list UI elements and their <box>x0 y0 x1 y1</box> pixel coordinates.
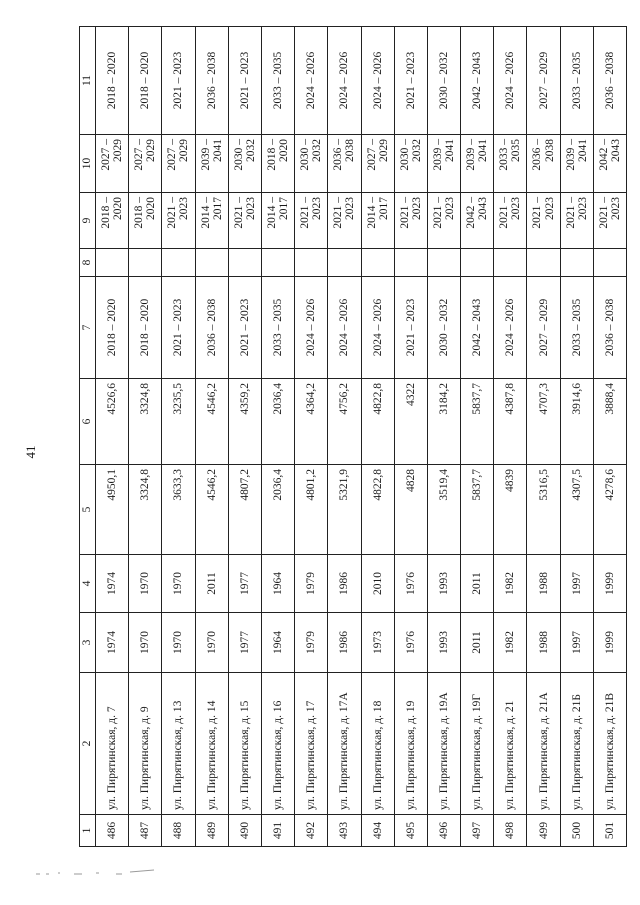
column-number-header: 9 <box>80 193 96 249</box>
table-row <box>228 27 261 847</box>
table-row <box>394 27 427 847</box>
empty-period-cell <box>527 249 560 277</box>
period-next-cell-line: 2041 <box>477 139 490 162</box>
column-number-header: 7 <box>80 277 96 379</box>
period-start-cell <box>560 193 593 249</box>
year-commissioned-cell: 1979 <box>295 555 328 613</box>
row-number-cell: 494 <box>361 815 394 847</box>
period-start-cell-line: 2014 – <box>265 197 278 229</box>
repair-period-cell: 2024 – 2026 <box>295 277 328 379</box>
period-start-cell-line: 2023 <box>311 197 324 220</box>
repair-period-cell: 2024 – 2026 <box>494 277 527 379</box>
address-cell: ул. Пирятинская, д. 16 <box>261 673 294 815</box>
living-area-cell: 4364,2 <box>295 379 328 465</box>
year-built-cell: 1982 <box>494 613 527 673</box>
planned-period-cell: 2018 – 2020 <box>96 27 129 135</box>
planned-period-cell: 2033 – 2035 <box>261 27 294 135</box>
living-area-cell: 3324,8 <box>129 379 162 465</box>
period-next-cell-line: 2029 <box>145 139 158 162</box>
period-next-cell <box>560 135 593 193</box>
period-start-cell-line: 2021 – <box>597 197 610 229</box>
planned-period-cell: 2024 – 2026 <box>295 27 328 135</box>
period-next-cell-line: 2041 <box>443 139 456 162</box>
year-built-cell: 1977 <box>228 613 261 673</box>
living-area-cell: 4707,3 <box>527 379 560 465</box>
empty-period-cell <box>560 249 593 277</box>
total-area-cell: 4807,2 <box>228 465 261 555</box>
period-next-cell <box>195 135 228 193</box>
period-start-cell-line: 2021 – <box>166 197 179 229</box>
living-area-cell: 4546,2 <box>195 379 228 465</box>
period-start-cell-line: 2021 – <box>332 197 345 229</box>
column-number-header: 8 <box>80 249 96 277</box>
empty-period-cell <box>129 249 162 277</box>
scan-noise-marks <box>36 868 156 878</box>
year-commissioned-cell: 1970 <box>129 555 162 613</box>
column-number-header: 2 <box>80 673 96 815</box>
period-next-cell-line: 2036 – <box>531 139 544 171</box>
column-number-header: 5 <box>80 465 96 555</box>
planned-period-cell: 2024 – 2026 <box>361 27 394 135</box>
row-number-cell: 493 <box>328 815 361 847</box>
planned-period-cell: 2021 – 2023 <box>228 27 261 135</box>
period-start-cell <box>162 193 195 249</box>
period-next-cell <box>361 135 394 193</box>
row-number-cell: 495 <box>394 815 427 847</box>
period-next-cell-line: 2039 – <box>199 139 212 171</box>
period-start-cell-line: 2021 – <box>531 197 544 229</box>
total-area-cell: 5316,5 <box>527 465 560 555</box>
total-area-cell: 5837,7 <box>461 465 494 555</box>
period-next-cell-line: 2039 – <box>465 139 478 171</box>
period-next-cell-line: 2030 – <box>232 139 245 171</box>
row-number-cell: 498 <box>494 815 527 847</box>
year-commissioned-cell: 1988 <box>527 555 560 613</box>
period-start-cell-line: 2023 <box>443 197 456 220</box>
period-start-cell-line: 2023 <box>410 197 423 220</box>
empty-period-cell <box>361 249 394 277</box>
total-area-cell: 5321,9 <box>328 465 361 555</box>
row-number-cell: 499 <box>527 815 560 847</box>
repair-period-cell: 2024 – 2026 <box>361 277 394 379</box>
period-start-cell <box>261 193 294 249</box>
repair-period-cell: 2042 – 2043 <box>461 277 494 379</box>
planned-period-cell: 2018 – 2020 <box>129 27 162 135</box>
total-area-cell: 4546,2 <box>195 465 228 555</box>
repair-period-cell: 2036 – 2038 <box>195 277 228 379</box>
planned-period-cell: 2033 – 2035 <box>560 27 593 135</box>
repair-period-cell: 2033 – 2035 <box>560 277 593 379</box>
period-next-cell <box>527 135 560 193</box>
period-next-cell-line: 2029 <box>178 139 191 162</box>
period-start-cell <box>129 193 162 249</box>
column-number-header: 11 <box>80 27 96 135</box>
living-area-cell: 3888,4 <box>593 379 626 465</box>
empty-period-cell <box>96 249 129 277</box>
period-next-cell <box>394 135 427 193</box>
period-start-cell <box>494 193 527 249</box>
period-start-cell-line: 2018 – <box>133 197 146 229</box>
living-area-cell: 4322 <box>394 379 427 465</box>
rotated-table-frame <box>79 27 627 847</box>
period-start-cell-line: 2021 – <box>299 197 312 229</box>
address-cell: ул. Пирятинская, д. 18 <box>361 673 394 815</box>
housing-register-table <box>79 26 627 847</box>
total-area-cell: 4307,5 <box>560 465 593 555</box>
period-next-cell <box>328 135 361 193</box>
total-area-cell: 4801,2 <box>295 465 328 555</box>
column-number-header: 10 <box>80 135 96 193</box>
planned-period-cell: 2036 – 2038 <box>593 27 626 135</box>
year-commissioned-cell: 1986 <box>328 555 361 613</box>
address-cell: ул. Пирятинская, д. 21 <box>494 673 527 815</box>
period-start-cell <box>295 193 328 249</box>
row-number-cell: 490 <box>228 815 261 847</box>
column-number-row <box>80 27 96 847</box>
repair-period-cell: 2021 – 2023 <box>228 277 261 379</box>
year-commissioned-cell: 1964 <box>261 555 294 613</box>
year-commissioned-cell: 1970 <box>162 555 195 613</box>
year-built-cell: 1999 <box>593 613 626 673</box>
empty-period-cell <box>162 249 195 277</box>
period-start-cell-line: 2023 <box>609 197 622 220</box>
period-start-cell <box>96 193 129 249</box>
table-row <box>162 27 195 847</box>
period-start-cell <box>527 193 560 249</box>
column-number-header: 3 <box>80 613 96 673</box>
table-row <box>96 27 129 847</box>
empty-period-cell <box>328 249 361 277</box>
period-next-cell <box>461 135 494 193</box>
row-number-cell: 486 <box>96 815 129 847</box>
period-next-cell-line: 2027 – <box>166 139 179 171</box>
living-area-cell: 4387,8 <box>494 379 527 465</box>
period-start-cell-line: 2017 <box>278 197 291 220</box>
table-row <box>560 27 593 847</box>
table-row <box>129 27 162 847</box>
period-start-cell <box>427 193 460 249</box>
table-body <box>96 27 627 847</box>
row-number-cell: 501 <box>593 815 626 847</box>
table-row <box>361 27 394 847</box>
period-next-cell-line: 2030 – <box>398 139 411 171</box>
period-next-cell-line: 2029 <box>377 139 390 162</box>
address-cell: ул. Пирятинская, д. 7 <box>96 673 129 815</box>
living-area-cell: 3235,5 <box>162 379 195 465</box>
period-start-cell-line: 2014 – <box>199 197 212 229</box>
period-next-cell-line: 2035 <box>510 139 523 162</box>
period-next-cell-line: 2027 – <box>100 139 113 171</box>
period-start-cell-line: 2017 <box>211 197 224 220</box>
period-next-cell-line: 2032 <box>244 139 257 162</box>
total-area-cell: 2036,4 <box>261 465 294 555</box>
planned-period-cell: 2036 – 2038 <box>195 27 228 135</box>
period-next-cell <box>261 135 294 193</box>
repair-period-cell: 2021 – 2023 <box>394 277 427 379</box>
period-next-cell-line: 2030 – <box>299 139 312 171</box>
total-area-cell: 4278,6 <box>593 465 626 555</box>
total-area-cell: 3633,3 <box>162 465 195 555</box>
repair-period-cell: 2018 – 2020 <box>129 277 162 379</box>
period-start-cell-line: 2018 – <box>100 197 113 229</box>
period-next-cell <box>162 135 195 193</box>
row-number-cell: 496 <box>427 815 460 847</box>
address-cell: ул. Пирятинская, д. 17 <box>295 673 328 815</box>
address-cell: ул. Пирятинская, д. 21Б <box>560 673 593 815</box>
planned-period-cell: 2021 – 2023 <box>394 27 427 135</box>
period-start-cell-line: 2020 <box>145 197 158 220</box>
table-row <box>527 27 560 847</box>
period-next-cell <box>593 135 626 193</box>
planned-period-cell: 2030 – 2032 <box>427 27 460 135</box>
period-next-cell <box>427 135 460 193</box>
living-area-cell: 4822,8 <box>361 379 394 465</box>
period-next-cell-line: 2042 – <box>597 139 610 171</box>
year-built-cell: 1993 <box>427 613 460 673</box>
table-row <box>593 27 626 847</box>
period-next-cell <box>494 135 527 193</box>
year-commissioned-cell: 1977 <box>228 555 261 613</box>
empty-period-cell <box>228 249 261 277</box>
period-next-cell-line: 2039 – <box>431 139 444 171</box>
repair-period-cell: 2030 – 2032 <box>427 277 460 379</box>
period-next-cell-line: 2041 <box>576 139 589 162</box>
address-cell: ул. Пирятинская, д. 17А <box>328 673 361 815</box>
period-start-cell <box>394 193 427 249</box>
repair-period-cell: 2018 – 2020 <box>96 277 129 379</box>
year-built-cell: 1988 <box>527 613 560 673</box>
year-built-cell: 1970 <box>129 613 162 673</box>
year-commissioned-cell: 1999 <box>593 555 626 613</box>
living-area-cell: 4756,2 <box>328 379 361 465</box>
year-built-cell: 1973 <box>361 613 394 673</box>
planned-period-cell: 2024 – 2026 <box>328 27 361 135</box>
year-commissioned-cell: 1997 <box>560 555 593 613</box>
living-area-cell: 3914,6 <box>560 379 593 465</box>
period-next-cell <box>228 135 261 193</box>
year-built-cell: 1974 <box>96 613 129 673</box>
period-next-cell <box>129 135 162 193</box>
column-number-header: 1 <box>80 815 96 847</box>
row-number-cell: 500 <box>560 815 593 847</box>
period-start-cell <box>361 193 394 249</box>
address-cell: ул. Пирятинская, д. 21А <box>527 673 560 815</box>
year-commissioned-cell: 1982 <box>494 555 527 613</box>
living-area-cell: 4526,6 <box>96 379 129 465</box>
year-built-cell: 2011 <box>461 613 494 673</box>
empty-period-cell <box>494 249 527 277</box>
address-cell: ул. Пирятинская, д. 19 <box>394 673 427 815</box>
table-row <box>328 27 361 847</box>
period-next-cell-line: 2032 <box>311 139 324 162</box>
living-area-cell: 4359,2 <box>228 379 261 465</box>
page-number: 41 <box>23 445 38 459</box>
table-rotation-container <box>79 27 627 847</box>
table-row <box>261 27 294 847</box>
table-row <box>295 27 328 847</box>
address-cell: ул. Пирятинская, д. 14 <box>195 673 228 815</box>
row-number-cell: 487 <box>129 815 162 847</box>
year-built-cell: 1986 <box>328 613 361 673</box>
period-next-cell-line: 2027 – <box>133 139 146 171</box>
empty-period-cell <box>394 249 427 277</box>
repair-period-cell: 2027 – 2029 <box>527 277 560 379</box>
row-number-cell: 492 <box>295 815 328 847</box>
repair-period-cell: 2021 – 2023 <box>162 277 195 379</box>
period-next-cell-line: 2018 – <box>265 139 278 171</box>
living-area-cell: 3184,2 <box>427 379 460 465</box>
period-start-cell-line: 2042 – <box>465 197 478 229</box>
period-next-cell-line: 2032 <box>410 139 423 162</box>
period-start-cell-line: 2021 – <box>431 197 444 229</box>
period-next-cell <box>96 135 129 193</box>
repair-period-cell: 2024 – 2026 <box>328 277 361 379</box>
year-built-cell: 1976 <box>394 613 427 673</box>
period-start-cell <box>195 193 228 249</box>
period-next-cell-line: 2036 – <box>332 139 345 171</box>
period-start-cell-line: 2021 – <box>498 197 511 229</box>
period-start-cell-line: 2021 – <box>564 197 577 229</box>
period-next-cell-line: 2038 <box>543 139 556 162</box>
period-next-cell <box>295 135 328 193</box>
planned-period-cell: 2027 – 2029 <box>527 27 560 135</box>
address-cell: ул. Пирятинская, д. 21В <box>593 673 626 815</box>
total-area-cell: 4839 <box>494 465 527 555</box>
period-start-cell-line: 2023 <box>344 197 357 220</box>
period-next-cell-line: 2043 <box>609 139 622 162</box>
table-row <box>461 27 494 847</box>
year-built-cell: 1970 <box>195 613 228 673</box>
period-start-cell <box>461 193 494 249</box>
living-area-cell: 2036,4 <box>261 379 294 465</box>
year-commissioned-cell: 2010 <box>361 555 394 613</box>
year-built-cell: 1970 <box>162 613 195 673</box>
year-built-cell: 1964 <box>261 613 294 673</box>
planned-period-cell: 2024 – 2026 <box>494 27 527 135</box>
row-number-cell: 489 <box>195 815 228 847</box>
period-start-cell <box>328 193 361 249</box>
period-next-cell-line: 2027 – <box>365 139 378 171</box>
address-cell: ул. Пирятинская, д. 9 <box>129 673 162 815</box>
column-number-header: 6 <box>80 379 96 465</box>
total-area-cell: 4828 <box>394 465 427 555</box>
period-start-cell <box>228 193 261 249</box>
empty-period-cell <box>261 249 294 277</box>
period-next-cell-line: 2020 <box>278 139 291 162</box>
living-area-cell: 5837,7 <box>461 379 494 465</box>
period-start-cell-line: 2017 <box>377 197 390 220</box>
period-next-cell-line: 2033 – <box>498 139 511 171</box>
year-commissioned-cell: 1993 <box>427 555 460 613</box>
column-number-header: 4 <box>80 555 96 613</box>
year-commissioned-cell: 2011 <box>195 555 228 613</box>
period-start-cell-line: 2023 <box>543 197 556 220</box>
period-start-cell <box>593 193 626 249</box>
period-next-cell-line: 2041 <box>211 139 224 162</box>
period-start-cell-line: 2020 <box>112 197 125 220</box>
planned-period-cell: 2021 – 2023 <box>162 27 195 135</box>
total-area-cell: 3324,8 <box>129 465 162 555</box>
total-area-cell: 4950,1 <box>96 465 129 555</box>
empty-period-cell <box>195 249 228 277</box>
year-commissioned-cell: 1974 <box>96 555 129 613</box>
period-next-cell-line: 2029 <box>112 139 125 162</box>
empty-period-cell <box>427 249 460 277</box>
period-start-cell-line: 2023 <box>576 197 589 220</box>
table-row <box>494 27 527 847</box>
empty-period-cell <box>593 249 626 277</box>
year-built-cell: 1979 <box>295 613 328 673</box>
address-cell: ул. Пирятинская, д. 13 <box>162 673 195 815</box>
period-start-cell-line: 2014 – <box>365 197 378 229</box>
address-cell: ул. Пирятинская, д. 19Г <box>461 673 494 815</box>
period-next-cell-line: 2038 <box>344 139 357 162</box>
period-next-cell-line: 2039 – <box>564 139 577 171</box>
empty-period-cell <box>461 249 494 277</box>
row-number-cell: 488 <box>162 815 195 847</box>
year-commissioned-cell: 2011 <box>461 555 494 613</box>
period-start-cell-line: 2023 <box>178 197 191 220</box>
period-start-cell-line: 2023 <box>244 197 257 220</box>
table-row <box>427 27 460 847</box>
empty-period-cell <box>295 249 328 277</box>
row-number-cell: 497 <box>461 815 494 847</box>
repair-period-cell: 2036 – 2038 <box>593 277 626 379</box>
year-commissioned-cell: 1976 <box>394 555 427 613</box>
period-start-cell-line: 2021 – <box>398 197 411 229</box>
row-number-cell: 491 <box>261 815 294 847</box>
period-start-cell-line: 2043 <box>477 197 490 220</box>
total-area-cell: 4822,8 <box>361 465 394 555</box>
address-cell: ул. Пирятинская, д. 19А <box>427 673 460 815</box>
address-cell: ул. Пирятинская, д. 15 <box>228 673 261 815</box>
year-built-cell: 1997 <box>560 613 593 673</box>
planned-period-cell: 2042 – 2043 <box>461 27 494 135</box>
period-start-cell-line: 2023 <box>510 197 523 220</box>
period-start-cell-line: 2021 – <box>232 197 245 229</box>
table-row <box>195 27 228 847</box>
total-area-cell: 3519,4 <box>427 465 460 555</box>
repair-period-cell: 2033 – 2035 <box>261 277 294 379</box>
